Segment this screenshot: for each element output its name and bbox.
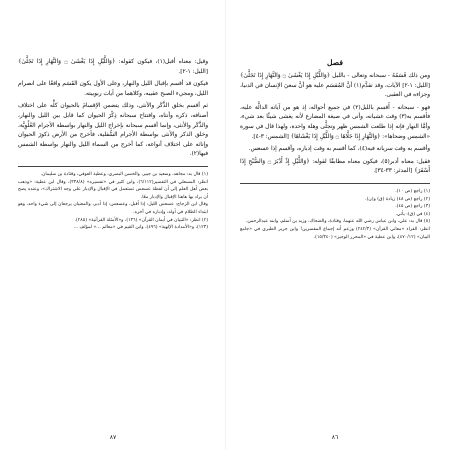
right-paragraph-2: فهو - سبحانه - أَقسم بالليل(٢) في جميع أحواله، إذ هو من آياته الدالَّة عليه، فأقسم به(٣) وقت غشيانه، وأتى في صيغة المضارع لأنه يغشى شيئًا بعد شيء، وأمَّا النهار فإنه إذا طلعت الشمس ظهر وتجلَّى وهلة واحدة، ولهذا قال في سورة «الشمس وضحاها»: ﴿وَالنَّهَارِ إِذَا جَلَّاهَا ۝ وَاللَّيْلِ إِذَا يَغْشَاهَا﴾ [الشمس: ٣-٤]. <box>240 104 430 140</box>
right-footnote-5: (٥) قال به: علي، وابن عباس رضي الله عنهما، وقتادة، والضحاك، وزيد بن أسلم، وابنه عبدالرحمن. <box>245 219 430 225</box>
right-paragraph-1: ومن ذلك قَسَمُهُ - سبحانه وتعالى - بالليل ﴿وَاللَّيْلِ إِذَا يَغْشَىٰ ۝ وَالنَّهَارِ إِذَا تَجَلَّىٰ﴾ [الليل: ١-٢] الآيات، وقد تقدَّم(١) أنَّ المُقسَم عليه هو أنَّ سعيَ الإنسان في الدنيا، وجزاءه في العقبى. <box>240 73 430 99</box>
left-footnote-2: انظر: المسعلي في التفسير(٦/١١٢)، وابن كثير في «تفسيره» (٣٣٨/٨)، وقال ابن عطية: «وذهب بعض أهل العلم إلى أن لفظة عسعس تستعمل في الإقبال والإدبار على وجه الاشتراك»، وعنده يصح أن يراد بها هاهنا الإقبال والإدبار معًا. <box>18 179 208 200</box>
right-footnote-1: (١) راجع (ص ١٠). <box>395 188 430 194</box>
left-page <box>18 58 208 422</box>
left-footnote-divider <box>18 166 208 167</box>
right-paragraph-3: وأقسم به وقت سريانه فيه(٤)، كما أقسم به وقت إدباره، وأقسم إذا عسعس. <box>248 146 430 153</box>
book-gutter <box>225 0 226 450</box>
right-footnote-divider <box>240 183 430 184</box>
left-paragraph-2: فيكون قد أقسم بإقبال الليل والنهار، وعلى الأول يكون القَسَم واقعًا على انصرام الليل، ومجيء الصبح عقيبه، وكلاهما من آيات ربوبيته. <box>18 81 208 97</box>
right-footnote-2: (٢) راجع (ص ٤٨) زيادة (ق) و(ن). <box>365 196 430 202</box>
left-footnote-4: (٢) انظر: «التبيان في أيمان القرآن» (١٣٦)، و«الأمثلة القرآنية» (٢٨٥). <box>74 217 208 223</box>
left-footnote-3: وقال ابن الزجاج: عسعس الليل: إذا أقبل، وعسعس: إذا أدبر، والمعنيان يرجعان إلى شيء واحد، وهو ابتداء الظلام في أوله، وإدباره في آخره. <box>18 202 208 215</box>
section-heading: فصل <box>327 58 343 67</box>
right-page <box>240 58 430 422</box>
left-page-number: ٨٧ <box>109 434 117 441</box>
left-footnote-5: (١٢٣)، و«الأمدادة الإلهية» (٤٩٦)، وابن القيم في «معالم ...» لمؤلف ... <box>73 225 208 231</box>
right-paragraph-4: فقيل: معناه أدبر(٥)، فيكون معناه مطابقًا لقوله: ﴿وَاللَّيْلِ إِذْ أَدْبَرَ ۝ وَالصُّبْحِ إِذَا أَسْفَرَ﴾ [المدثر: ٣٣-٣٤]. <box>240 158 430 175</box>
left-footnote-1: (١) قال به: مجاهد، وسعيد بن جبير، والحسن البصري، وعطية العوفي، وقتادة بن سليمان. <box>40 171 208 177</box>
right-footnote-4: (٤) في (ق): يأتي. <box>395 211 430 217</box>
left-paragraph-3: ثم أقسم بخلق الذَّكَر والأنثى، وذلك يتضمن الإقسامَ بالحيوان كلِّه على اختلاف أصنافه، ذكره وأنثاه، وافتتاح سبحانه ذِكْرَ الحيوان كما قابل بين الليل والنهار، والذَّكَر والأنثى، وإنما أقسم سبحانه بإخراج الليل والنهار بواسطة الأجرام العُلْوِيَّة، وخلق الذكر والأنثى بواسطة الأجرام السُّفلية، فأخرج من الأرض ذكورَ الحيوان وإناثه على اختلاف أنواعه، كما أخرج من السماء الليل والنهار بواسطة الشمس فيها(٢). <box>18 103 208 158</box>
left-paragraph-1: وقيل: معناه أقبل(١)، فيكون كقوله: ﴿وَاللَّيْلِ إِذَا يَغْشَىٰ ۝ وَالنَّهَارِ إِذَا تَجَلَّىٰ﴾ [الليل: ١-٢]. <box>18 59 208 75</box>
right-footnote-6: انظر: الفراء «معاني القرآن» (٢٤٢/٣) وزعم أنه إجماع المفسرين! وابن جرير الطبري في «جامع البيان» (٤٧٠/١٢)، وابن عطية في «المحرر الوجيز» (١٥/٣٤٠). <box>240 226 430 240</box>
right-page-number: ٨٦ <box>331 434 339 441</box>
right-footnote-3: (٣) راجع (ص ٤٥). <box>395 204 430 210</box>
